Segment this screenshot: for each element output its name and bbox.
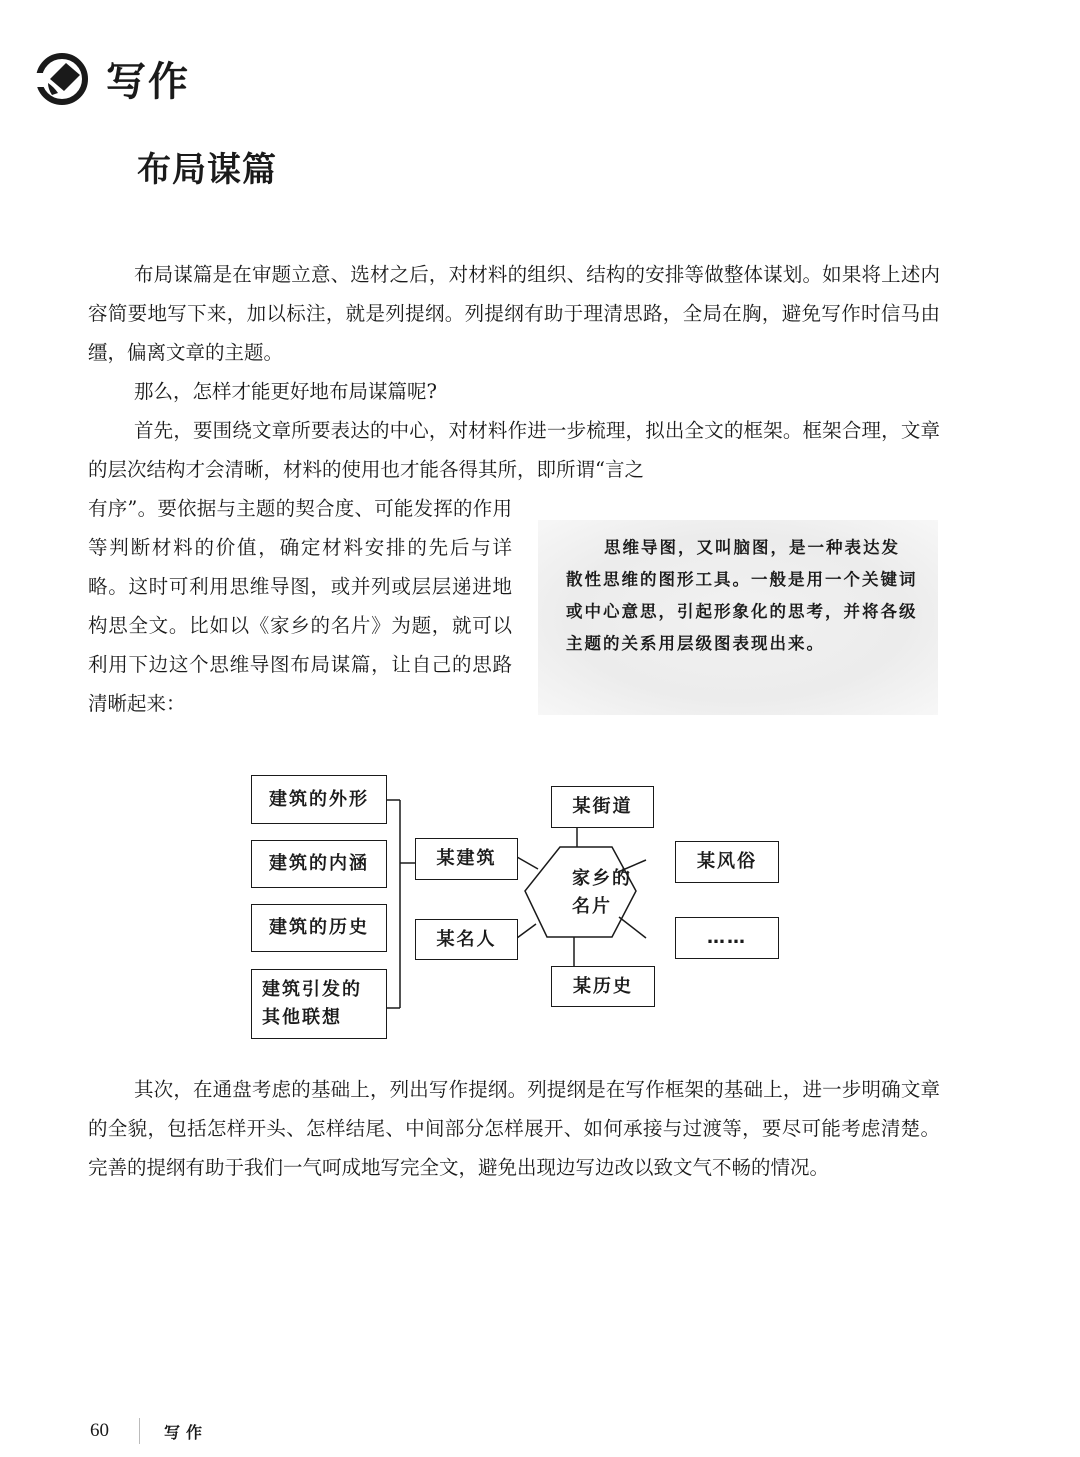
page-footer — [90, 1418, 208, 1444]
sub-branch-associations-line2: 其他联想 — [262, 1007, 342, 1028]
paragraph-framework-continued: 有序”。要依据与主题的契合度、可能发挥的作用等判断材料的价值，确定材料安排的先后与详略。这时可利用思维导图，或并列或层层递进地构思全文。比如以《家乡的名片》为题，就可以利用下边这个思维导图布局谋篇，让自己的思路清晰起来： — [88, 497, 512, 715]
sub-branch-history: 建筑的历史 — [251, 904, 387, 952]
branch-building: 某建筑 — [415, 838, 518, 880]
footer-section-label: 写作 — [164, 1422, 209, 1442]
lesson-title: 布局谋篇 — [137, 150, 277, 190]
connector-building — [517, 857, 538, 869]
pen-nib-circle-icon — [36, 53, 88, 105]
note-text: 思维导图，又叫脑图，是一种表达发散性思维的图形工具。一般是用一个关键词或中心意思，引起形象化的思考，并将各级主题的关系用层级图表现出来。 — [566, 538, 918, 653]
mind-map-diagram — [240, 765, 800, 1045]
center-label-line1: 家乡的 — [572, 868, 632, 889]
center-label-line2: 名片 — [572, 896, 612, 917]
sub-branch-associations-line1: 建筑引发的 — [262, 979, 362, 1000]
section-header — [36, 50, 190, 107]
paragraph-intro: 布局谋篇是在审题立意、选材之后，对材料的组织、结构的安排等做整体谋划。如果将上述内容简要地写下来，加以标注，就是列提纲。列提纲有助于理清思路，全局在胸，避免写作时信马由缰，偏离文章的主题。 — [88, 263, 940, 364]
connector-person — [517, 924, 536, 938]
paragraph-question: 那么，怎样才能更好地布局谋篇呢? — [134, 380, 437, 403]
branch-more: …… — [675, 917, 779, 959]
branch-person: 某名人 — [415, 919, 518, 960]
branch-history: 某历史 — [551, 966, 655, 1007]
sub-branch-exterior: 建筑的外形 — [251, 775, 387, 824]
branch-custom: 某风俗 — [675, 841, 779, 883]
sub-branch-associations — [251, 969, 387, 1039]
center-label — [572, 865, 632, 921]
mind-map-definition-note — [538, 520, 938, 715]
branch-street: 某街道 — [551, 786, 654, 828]
footer-divider — [139, 1418, 140, 1444]
paragraph-framework: 首先，要围绕文章所要表达的中心，对材料作进一步梳理，拟出全文的框架。框架合理，文章的层次结构才会清晰，材料的使用也才能各得其所，即所谓“言之 — [88, 419, 940, 481]
page-number: 60 — [90, 1420, 109, 1441]
paragraph-outline: 其次，在通盘考虑的基础上，列出写作提纲。列提纲是在写作框架的基础上，进一步明确文章的全貌，包括怎样开头、怎样结尾、中间部分怎样展开、如何承接与过渡等，要尽可能考虑清楚。完善的提纲有助于我们一气呵成地写完全文，避免出现边写边改以致文气不畅的情况。 — [88, 1078, 940, 1179]
section-title: 写作 — [106, 59, 190, 105]
sub-branch-meaning: 建筑的内涵 — [251, 840, 387, 888]
